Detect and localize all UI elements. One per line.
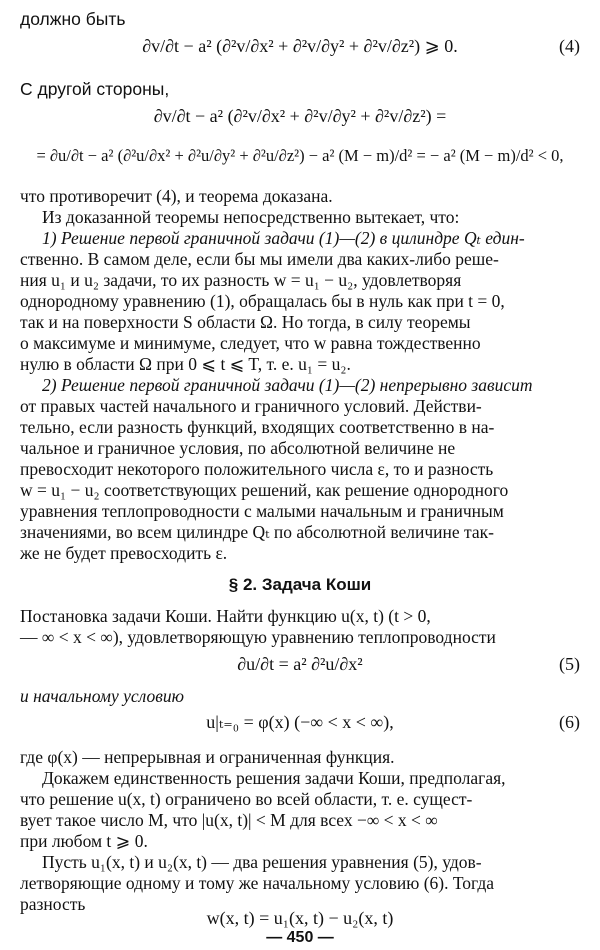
equation-6: [20, 706, 580, 738]
text-line: где φ(x) — непрерывная и ограниченная функция.: [20, 747, 395, 767]
text-line: 1) Решение первой граничной задачи (1)—(2) в цилиндре Qₜ един-: [42, 228, 525, 248]
equation-number: (4): [559, 36, 580, 56]
text-line: уравнения теплопроводности с малыми начальным и граничным: [20, 501, 504, 521]
text-line: должно быть: [20, 9, 126, 29]
equation-4: [20, 30, 580, 62]
equation-body: = ∂u/∂t − a² (∂²u/∂x² + ∂²u/∂y² + ∂²u/∂z²) − a² (M − m)/d² = − a² (M − m)/d² < 0,: [36, 146, 564, 165]
text-line: превосходит некоторого положительного числа ε, то и разность: [20, 459, 494, 479]
text-line: ственно. В самом деле, если бы мы имели два каких-либо реше-: [20, 249, 499, 269]
text-line: Пусть u₁(x, t) и u₂(x, t) — два решения уравнения (5), удов-: [42, 852, 482, 872]
text-line: С другой стороны,: [20, 79, 170, 99]
text-line: Постановка задачи Коши. Найти функцию u(x, t) (t > 0,: [20, 606, 431, 626]
text-line: летворяющие одному и тому же начальному условию (6). Тогда: [20, 873, 494, 893]
text-line: w = u₁ − u₂ соответствующих решений, как решение однородного: [20, 480, 509, 500]
equation-5: [20, 648, 580, 680]
text-line: же не будет превосходить ε.: [20, 543, 228, 563]
text-line: при любом t ⩾ 0.: [20, 831, 148, 851]
text-line: 2) Решение первой граничной задачи (1)—(2) непрерывно зависит: [42, 375, 533, 395]
section-heading: § 2. Задача Коши: [228, 575, 372, 594]
equation-line-b: [20, 140, 580, 172]
equation-body: u|ₜ₌₀ = φ(x) (−∞ < x < ∞),: [206, 712, 394, 732]
equation-body: ∂u/∂t = a² ∂²u/∂x²: [237, 654, 363, 674]
text-line: тельно, если разность функций, входящих соответственно в на-: [20, 417, 495, 437]
equation-number: (6): [559, 712, 580, 732]
equation-line-a: [20, 100, 580, 132]
text-line: о максимуме и минимуме, следует, что w равна тождественно: [20, 333, 481, 353]
text-line: что решение u(x, t) ограничено во всей области, т. е. сущест-: [20, 789, 473, 809]
text-line: разность: [20, 894, 86, 914]
equation-body: ∂v/∂t − a² (∂²v/∂x² + ∂²v/∂y² + ∂²v/∂z²) ⩾ 0.: [142, 36, 458, 56]
text-line: чальное и граничное условия, по абсолютной величине не: [20, 438, 456, 458]
text-line: что противоречит (4), и теорема доказана.: [20, 186, 333, 206]
text-line: — ∞ < x < ∞), удовлетворяющую уравнению теплопроводности: [20, 627, 496, 647]
equation-body: ∂v/∂t − a² (∂²v/∂x² + ∂²v/∂y² + ∂²v/∂z²) =: [153, 106, 447, 126]
text-line: Докажем единственность решения задачи Коши, предполагая,: [42, 768, 506, 788]
text-line: от правых частей начального и граничного условий. Действи-: [20, 396, 482, 416]
text-line: так и на поверхности S области Ω. Но тогда, в силу теоремы: [20, 312, 471, 332]
equation-body: w(x, t) = u₁(x, t) − u₂(x, t): [206, 908, 394, 928]
text-line: вует такое число M, что |u(x, t)| < M для всех −∞ < x < ∞: [20, 810, 438, 830]
text-line: значениями, во всем цилиндре Qₜ по абсолютной величине так-: [20, 522, 495, 542]
equation-number: (5): [559, 654, 580, 674]
text-line: ния u₁ и u₂ задачи, то их разность w = u₁ − u₂, удовлетворяя: [20, 270, 462, 290]
text-line: Из доказанной теоремы непосредственно вытекает, что:: [42, 207, 460, 227]
text-line: нулю в области Ω при 0 ⩽ t ⩽ T, т. е. u₁ = u₂.: [20, 354, 351, 374]
text-line: и начальному условию: [20, 686, 184, 706]
page-number: — 450 —: [266, 929, 334, 946]
text-line: однородному уравнению (1), обращалась бы в нуль как при t = 0,: [20, 291, 505, 311]
